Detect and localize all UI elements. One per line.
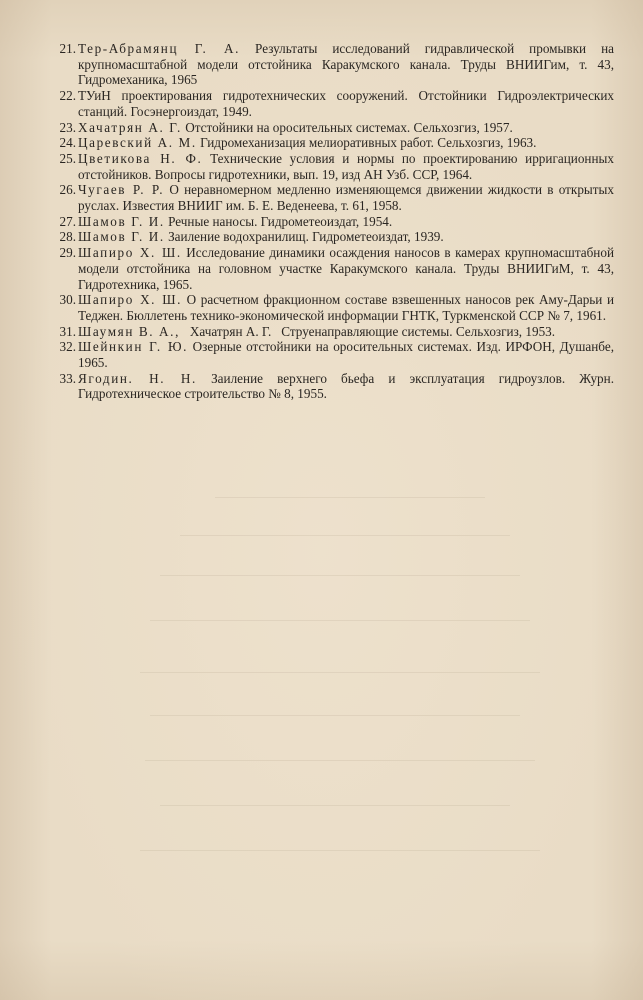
reference-text: Отстойники на оросительных системах. Сельхозгиз, 1957. [181, 119, 513, 135]
reference-item [54, 214, 614, 230]
reference-number: 21. [59, 41, 76, 56]
reference-item [54, 120, 614, 136]
reference-text: Гидромеханизация мелиоративных работ. Сельхозгиз, 1963. [196, 135, 537, 151]
reference-text: Заиление верхнего бьефа и эксплуатация гидроузлов. Журн. Гидротехническое строительство № 8, 1955. [78, 370, 614, 402]
reference-number: 27. [59, 213, 76, 229]
reference-item [54, 182, 614, 213]
bleed-through-line [140, 850, 540, 851]
reference-author: Шапиро Х. Ш. [78, 292, 183, 308]
reference-number: 23. [59, 119, 76, 135]
reference-text: Озерные отстойники на оросительных системах. Изд. ИРФОН, Душанбе, 1965. [78, 339, 614, 371]
reference-author: Шамов Г. И. [78, 213, 165, 229]
reference-author: Шаумян В. А., [78, 323, 180, 339]
reference-number: 32. [59, 339, 76, 355]
reference-text: Хачатрян А. Г. Струенаправляющие системы. Сельхозгиз, 1953. [179, 323, 556, 339]
reference-author: Цветикова Н. Ф. [78, 150, 203, 166]
reference-item [54, 88, 614, 119]
reference-item [54, 245, 614, 292]
reference-author: Ягодин. Н. Н. [78, 370, 197, 386]
reference-number: 29. [59, 245, 76, 261]
reference-author: Тер-Абрамянц Г. А. [78, 41, 241, 56]
bleed-through-line [180, 535, 510, 536]
reference-item [54, 41, 614, 88]
reference-number: 31. [59, 323, 76, 339]
reference-text: Заиление водохранилищ. Гидрометеоиздат, 1939. [164, 229, 444, 245]
reference-text: О расчетном фракционном составе взвешенных наносов рек Аму-Дарьи и Теджен. Бюллетень технико-экономической информации ГНТК, Туркменской ССР № 7, 1961. [78, 292, 614, 323]
bleed-through-line [140, 672, 540, 673]
bleed-through-line [160, 805, 510, 806]
reference-text: Результаты исследований гидравлической промывки на крупномасштабной модели отстойника Каракумского канала. Труды ВНИИГим, т. 43, Гидромеханика, 1965 [78, 41, 614, 88]
reference-author: Хачатрян А. Г. [78, 119, 182, 135]
bleed-through-line [160, 575, 520, 576]
reference-number: 33. [59, 370, 76, 386]
reference-list [54, 41, 614, 402]
reference-item [54, 324, 614, 340]
reference-item [54, 229, 614, 245]
reference-number: 28. [59, 229, 76, 245]
reference-item [54, 135, 614, 151]
reference-number: 25. [59, 150, 76, 166]
reference-text: О неравномерном медленно изменяющемся движении жидкости в открытых руслах. Известия ВНИИГ им. Б. Е. Веденеева, т. 61, 1958. [78, 182, 615, 214]
reference-author: Царевский А. М. [78, 135, 197, 151]
reference-author: Шамов Г. И. [78, 229, 165, 245]
reference-author: Шапиро Х. Ш. [78, 245, 182, 261]
reference-number: 30. [59, 292, 76, 308]
bleed-through-line [145, 760, 535, 761]
reference-item [54, 151, 614, 182]
reference-number: 26. [59, 182, 76, 198]
reference-item [54, 292, 614, 323]
reference-author: Шейнкин Г. Ю. [78, 339, 189, 355]
reference-item [54, 371, 614, 402]
bleed-through-line [215, 497, 485, 498]
reference-text: Исследование динамики осаждения наносов в камерах крупномасштабной модели отстойника на головном участке Каракумского канала. Труды ВНИИГиМ, т. 43, Гидротехника, 1965. [78, 245, 615, 292]
reference-text: Технические условия и нормы по проектированию ирригационных отстойников. Вопросы гидротехники, вып. 19, изд АН Узб. ССР, 1964. [78, 150, 615, 182]
reference-number: 22. [59, 88, 76, 104]
bleed-through-line [150, 715, 520, 716]
reference-text: Речные наносы. Гидрометеоиздат, 1954. [164, 213, 393, 229]
reference-author: Чугаев Р. Р. [78, 182, 165, 198]
reference-number: 24. [59, 135, 76, 151]
reference-text: ТУиН проектирования гидротехнических сооружений. Отстойники Гидроэлектрических станций. Госэнергоиздат, 1949. [78, 88, 614, 119]
bleed-through-line [150, 620, 530, 621]
reference-item [54, 339, 614, 370]
